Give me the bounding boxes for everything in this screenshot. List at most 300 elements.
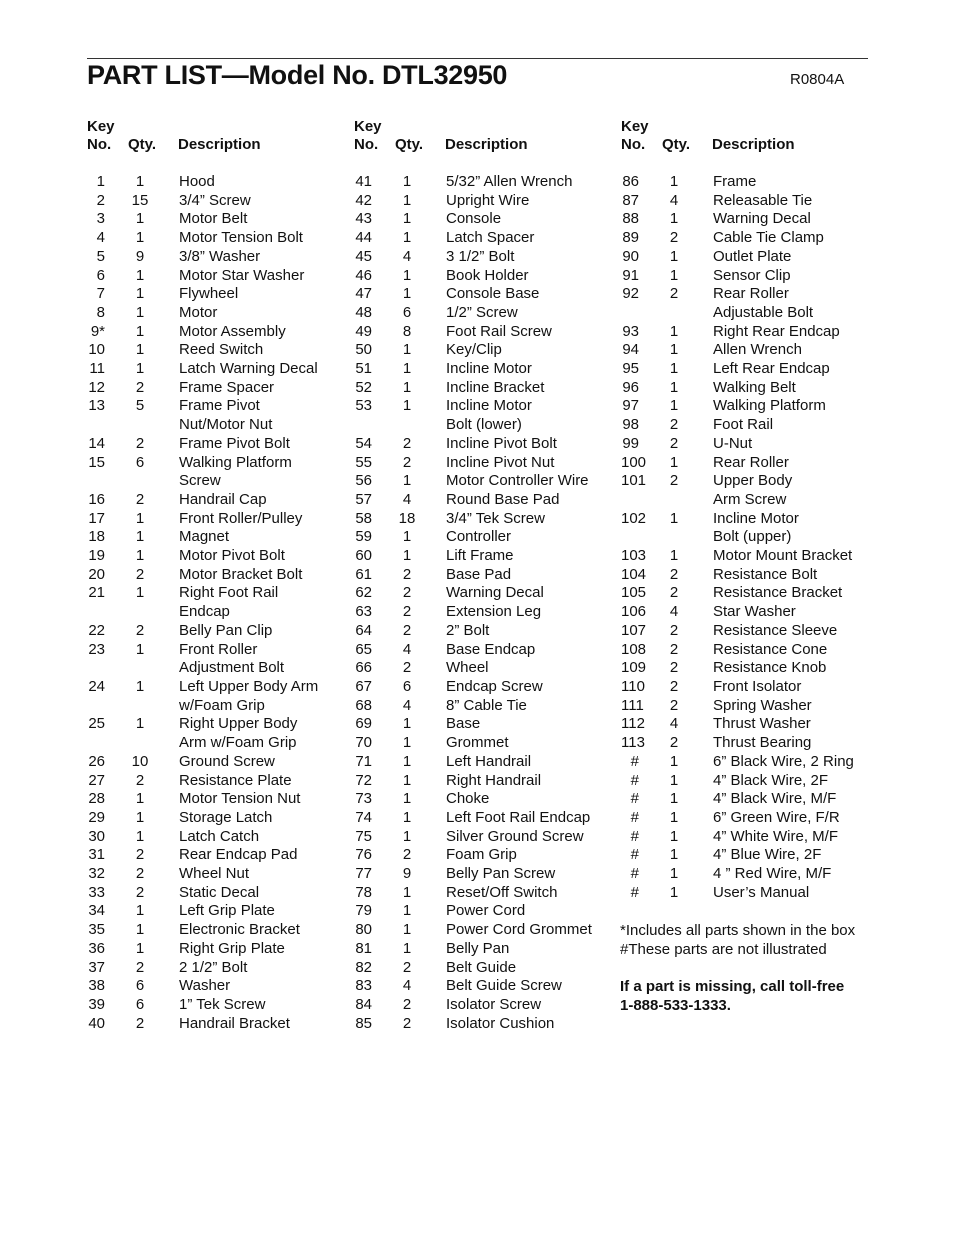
part-description: Motor Belt — [179, 210, 248, 228]
part-row — [87, 902, 349, 921]
part-description: Front Isolator — [713, 677, 802, 695]
part-qty: 2 — [402, 621, 412, 639]
part-description: Power Cord Grommet — [446, 921, 592, 939]
part-qty: 4 — [402, 696, 412, 714]
part-description: 6” Black Wire, 2 Ring — [713, 752, 854, 770]
part-row — [354, 454, 616, 473]
parts-column-2 — [354, 118, 616, 1032]
part-description: Resistance Plate — [179, 771, 292, 789]
part-qty: 1 — [135, 677, 145, 695]
parts-rows — [87, 173, 349, 1033]
part-row — [87, 678, 349, 697]
part-key: 81 — [355, 939, 372, 957]
note-includes: *Includes all parts shown in the box — [620, 922, 856, 939]
part-key: 59 — [355, 528, 372, 546]
part-row — [621, 809, 883, 828]
part-qty: 2 — [135, 621, 145, 639]
part-key: 23 — [88, 640, 105, 658]
part-row — [87, 809, 349, 828]
part-qty: 1 — [135, 285, 145, 303]
part-key: 106 — [621, 603, 647, 621]
part-row — [354, 715, 616, 734]
part-qty: 1 — [402, 883, 412, 901]
part-qty: 1 — [402, 939, 412, 957]
part-row — [87, 772, 349, 791]
part-row — [354, 229, 616, 248]
part-qty: 1 — [135, 547, 145, 565]
part-key: # — [630, 883, 639, 901]
part-description: Belt Guide Screw — [446, 977, 562, 995]
part-key: 11 — [89, 360, 105, 378]
part-qty: 2 — [402, 584, 412, 602]
part-row — [621, 472, 883, 491]
part-qty: 2 — [402, 565, 412, 583]
part-description: Arm w/Foam Grip — [179, 734, 297, 752]
part-qty: 15 — [131, 191, 149, 209]
part-description: Frame Spacer — [179, 378, 275, 396]
part-key: 4 — [96, 229, 105, 247]
part-qty: 1 — [135, 808, 145, 826]
part-row — [87, 790, 349, 809]
part-qty: 1 — [135, 528, 145, 546]
part-row-continuation — [87, 659, 349, 678]
part-qty: 1 — [135, 827, 145, 845]
part-key: 75 — [355, 827, 372, 845]
part-row — [87, 229, 349, 248]
part-description: Thrust Bearing — [713, 734, 812, 752]
part-description: Wheel Nut — [179, 865, 250, 883]
part-key: 10 — [88, 341, 105, 359]
part-row — [354, 304, 616, 323]
part-row — [621, 865, 883, 884]
part-description: Resistance Knob — [713, 659, 827, 677]
part-description: Rear Endcap Pad — [179, 846, 298, 864]
part-row — [87, 491, 349, 510]
part-key: 21 — [88, 584, 105, 602]
part-key: 51 — [355, 360, 372, 378]
document-code: R0804A — [790, 71, 845, 88]
part-qty: 1 — [402, 360, 412, 378]
part-description: Washer — [179, 977, 231, 995]
part-qty: 2 — [402, 603, 412, 621]
part-key: 56 — [355, 472, 372, 490]
part-key: 91 — [622, 266, 639, 284]
qty-header: Qty. — [395, 136, 424, 153]
part-row — [354, 884, 616, 903]
part-qty: 1 — [402, 191, 412, 209]
part-key: 15 — [88, 453, 105, 471]
part-key: 63 — [355, 603, 372, 621]
part-row — [87, 435, 349, 454]
part-key: 58 — [355, 509, 372, 527]
part-key: 83 — [355, 977, 372, 995]
part-description: Motor Pivot Bolt — [179, 547, 285, 565]
part-row — [87, 192, 349, 211]
part-qty: 1 — [402, 528, 412, 546]
part-description: Allen Wrench — [713, 341, 802, 359]
part-key: 95 — [622, 360, 639, 378]
part-key: # — [630, 827, 639, 845]
notes-block — [620, 922, 855, 1016]
part-qty: 2 — [402, 958, 412, 976]
part-description: Incline Pivot Nut — [446, 453, 555, 471]
part-key: 49 — [355, 322, 372, 340]
part-key: 103 — [621, 547, 647, 565]
part-description: Key/Clip — [446, 341, 502, 359]
part-key: 38 — [88, 977, 105, 995]
parts-rows — [354, 173, 616, 1033]
part-key: 109 — [621, 659, 647, 677]
part-description: Motor Assembly — [179, 322, 286, 340]
part-qty: 1 — [135, 322, 145, 340]
part-description: Front Roller — [179, 640, 258, 658]
part-description: Left Foot Rail Endcap — [446, 808, 591, 826]
part-key: 43 — [355, 210, 372, 228]
part-qty: 1 — [402, 397, 412, 415]
part-key: 107 — [621, 621, 647, 639]
part-qty: 1 — [402, 827, 412, 845]
part-description: Base Endcap — [446, 640, 536, 658]
part-description: Motor Tension Bolt — [179, 229, 303, 247]
part-row — [621, 659, 883, 678]
column-header — [87, 118, 349, 156]
part-row — [87, 1015, 349, 1034]
part-key: 105 — [621, 584, 647, 602]
part-row-continuation — [87, 697, 349, 716]
part-qty: 1 — [669, 865, 679, 883]
part-qty: 2 — [135, 1014, 145, 1032]
part-description: Left Grip Plate — [179, 902, 275, 920]
part-description: Motor Controller Wire — [446, 472, 589, 490]
part-description: Front Roller/Pulley — [179, 509, 303, 527]
part-key: 113 — [621, 734, 645, 752]
part-row — [87, 323, 349, 342]
part-key: 7 — [96, 285, 105, 303]
part-row — [621, 884, 883, 903]
part-qty: 1 — [135, 341, 145, 359]
part-row — [621, 416, 883, 435]
part-description: Latch Catch — [179, 827, 260, 845]
part-description: Nut/Motor Nut — [179, 416, 273, 434]
part-key: 97 — [622, 397, 639, 415]
part-qty: 2 — [135, 771, 145, 789]
part-row — [87, 846, 349, 865]
part-description: Adjustable Bolt — [713, 303, 814, 321]
part-qty: 6 — [135, 995, 145, 1013]
part-row — [354, 921, 616, 940]
column-header — [354, 118, 616, 156]
part-key: # — [630, 865, 639, 883]
part-qty: 1 — [669, 547, 679, 565]
part-row — [87, 547, 349, 566]
part-description: Star Washer — [713, 603, 796, 621]
part-row — [354, 678, 616, 697]
part-description: Latch Spacer — [446, 229, 535, 247]
part-row — [354, 622, 616, 641]
part-description: Base — [446, 715, 481, 733]
part-row — [354, 697, 616, 716]
part-row — [87, 267, 349, 286]
part-qty: 8 — [402, 322, 412, 340]
part-description: Ground Screw — [179, 752, 275, 770]
part-qty: 6 — [135, 453, 145, 471]
part-qty: 1 — [402, 378, 412, 396]
part-description: Frame Pivot Bolt — [179, 434, 290, 452]
top-rule — [87, 58, 868, 59]
part-row — [621, 285, 883, 304]
part-qty: 1 — [669, 846, 679, 864]
part-qty: 2 — [402, 453, 412, 471]
part-row — [621, 622, 883, 641]
part-qty: 1 — [669, 322, 679, 340]
key-header: Key No. — [87, 118, 115, 153]
part-row — [621, 697, 883, 716]
part-row — [87, 379, 349, 398]
part-description: 2” Bolt — [446, 621, 490, 639]
part-key: 110 — [621, 677, 645, 695]
part-qty: 1 — [402, 210, 412, 228]
part-description: Motor Star Washer — [179, 266, 305, 284]
part-qty: 1 — [402, 472, 412, 490]
part-key: 89 — [622, 229, 639, 247]
part-description: Incline Pivot Bolt — [446, 434, 557, 452]
part-qty: 2 — [669, 472, 679, 490]
part-key: 98 — [622, 416, 639, 434]
part-description: Thrust Washer — [713, 715, 811, 733]
part-key: 69 — [355, 715, 372, 733]
part-qty: 2 — [135, 846, 145, 864]
part-row — [621, 248, 883, 267]
part-qty: 2 — [135, 865, 145, 883]
part-key: 111 — [621, 696, 644, 714]
part-row — [87, 248, 349, 267]
qty-header: Qty. — [662, 136, 691, 153]
part-description: Base Pad — [446, 565, 512, 583]
part-qty: 1 — [402, 715, 412, 733]
part-qty: 6 — [402, 303, 412, 321]
part-description: Belly Pan — [446, 939, 510, 957]
part-key: 54 — [355, 434, 372, 452]
part-description: 8” Cable Tie — [446, 696, 527, 714]
part-qty: 1 — [669, 752, 679, 770]
part-description: Outlet Plate — [713, 247, 792, 265]
part-qty: 1 — [402, 173, 412, 190]
part-description: Round Base Pad — [446, 490, 560, 508]
part-qty: 1 — [402, 547, 412, 565]
part-key: 80 — [355, 921, 372, 939]
part-row — [87, 566, 349, 585]
part-qty: 1 — [135, 640, 145, 658]
part-row-continuation — [621, 528, 883, 547]
part-description: Left Handrail — [446, 752, 532, 770]
part-key: 60 — [355, 547, 372, 565]
part-row — [621, 360, 883, 379]
part-row — [621, 547, 883, 566]
part-key: 37 — [88, 958, 105, 976]
part-description: Incline Motor — [713, 509, 799, 527]
part-qty: 1 — [669, 808, 679, 826]
part-description: Right Rear Endcap — [713, 322, 840, 340]
part-description: 6” Green Wire, F/R — [713, 808, 840, 826]
part-description: Adjustment Bolt — [179, 659, 285, 677]
part-key: 85 — [355, 1014, 372, 1032]
part-row — [621, 828, 883, 847]
part-qty: 1 — [135, 790, 145, 808]
part-qty: 1 — [669, 173, 679, 190]
part-key: 62 — [355, 584, 372, 602]
part-description: Motor — [179, 303, 218, 321]
part-row — [621, 772, 883, 791]
part-row-continuation — [354, 416, 616, 435]
part-description: 5/32” Allen Wrench — [446, 173, 573, 190]
part-description: Endcap Screw — [446, 677, 543, 695]
part-key: 112 — [621, 715, 645, 733]
part-key: 90 — [622, 247, 639, 265]
part-qty: 1 — [135, 229, 145, 247]
part-key: 24 — [88, 677, 105, 695]
part-row — [354, 940, 616, 959]
part-row — [87, 210, 349, 229]
part-row — [87, 173, 349, 192]
part-key: 57 — [355, 490, 372, 508]
part-row — [354, 285, 616, 304]
part-row — [354, 753, 616, 772]
part-qty: 1 — [135, 266, 145, 284]
part-row — [621, 715, 883, 734]
part-qty: 1 — [402, 266, 412, 284]
part-qty: 1 — [135, 584, 145, 602]
part-key: 73 — [355, 790, 372, 808]
part-description: Right Foot Rail — [179, 584, 279, 602]
part-row — [87, 865, 349, 884]
part-key: 86 — [622, 173, 639, 190]
part-row — [354, 435, 616, 454]
part-row — [354, 977, 616, 996]
part-row-continuation — [87, 603, 349, 622]
part-key: 92 — [622, 285, 639, 303]
key-header: Key No. — [621, 118, 649, 153]
part-row — [87, 454, 349, 473]
part-description: 1/2” Screw — [446, 303, 518, 321]
part-description: w/Foam Grip — [179, 696, 265, 714]
part-description: Motor Bracket Bolt — [179, 565, 303, 583]
part-row — [621, 678, 883, 697]
parts-column-1 — [87, 118, 349, 1032]
part-row — [87, 528, 349, 547]
part-qty: 1 — [135, 902, 145, 920]
parts-rows — [621, 173, 883, 902]
part-description: Resistance Bolt — [713, 565, 818, 583]
part-description: Belly Pan Screw — [446, 865, 556, 883]
part-key: 20 — [88, 565, 105, 583]
part-key: 36 — [88, 939, 105, 957]
part-key: 100 — [621, 453, 647, 471]
part-key: 45 — [355, 247, 372, 265]
part-row — [354, 528, 616, 547]
part-key: # — [630, 808, 639, 826]
part-row — [621, 210, 883, 229]
part-qty: 1 — [402, 229, 412, 247]
part-row — [621, 846, 883, 865]
part-row — [621, 173, 883, 192]
part-row — [354, 846, 616, 865]
part-description: Book Holder — [446, 266, 529, 284]
part-key: 42 — [355, 191, 372, 209]
part-row-continuation — [621, 304, 883, 323]
part-key: 48 — [355, 303, 372, 321]
part-key: 32 — [88, 865, 105, 883]
part-key: 104 — [621, 565, 647, 583]
part-qty: 2 — [669, 696, 679, 714]
part-key: 46 — [355, 266, 372, 284]
part-row — [621, 566, 883, 585]
part-key: 16 — [88, 490, 105, 508]
part-description: 4” Blue Wire, 2F — [713, 846, 822, 864]
part-key: 27 — [88, 771, 105, 789]
part-qty: 1 — [135, 509, 145, 527]
part-row — [87, 341, 349, 360]
part-qty: 1 — [402, 734, 412, 752]
part-description: Isolator Cushion — [446, 1014, 555, 1032]
part-row — [621, 753, 883, 772]
part-key: 67 — [355, 677, 372, 695]
part-qty: 1 — [669, 210, 679, 228]
part-description: Releasable Tie — [713, 191, 813, 209]
part-row — [354, 491, 616, 510]
part-row — [621, 341, 883, 360]
part-row — [87, 641, 349, 660]
part-key: 61 — [355, 565, 372, 583]
note-not-illustrated: #These parts are not illustrated — [620, 940, 827, 958]
part-description: Frame — [713, 173, 757, 190]
part-description: Silver Ground Screw — [446, 827, 584, 845]
description-header: Description — [445, 136, 528, 153]
part-row — [354, 1015, 616, 1034]
part-description: Walking Platform — [179, 453, 292, 471]
part-key: 6 — [96, 266, 105, 284]
part-description: Foam Grip — [446, 846, 517, 864]
part-qty: 1 — [135, 939, 145, 957]
part-description: Incline Bracket — [446, 378, 545, 396]
part-qty: 2 — [402, 995, 412, 1013]
part-qty: 2 — [135, 565, 145, 583]
part-row — [621, 790, 883, 809]
part-description: Warning Decal — [713, 210, 811, 228]
part-description: Right Handrail — [446, 771, 542, 789]
description-header: Description — [712, 136, 795, 153]
part-key: 50 — [355, 341, 372, 359]
part-qty: 2 — [135, 378, 145, 396]
part-row — [354, 379, 616, 398]
part-description: Controller — [446, 528, 512, 546]
part-qty: 4 — [402, 490, 412, 508]
part-key: 19 — [88, 547, 105, 565]
part-row — [87, 921, 349, 940]
part-key: 8 — [96, 303, 105, 321]
part-qty: 1 — [669, 883, 679, 901]
part-description: Extension Leg — [446, 603, 542, 621]
part-description: Spring Washer — [713, 696, 812, 714]
part-key: 65 — [355, 640, 372, 658]
part-key: 52 — [355, 378, 372, 396]
part-qty: 2 — [402, 659, 412, 677]
part-key: # — [630, 771, 639, 789]
part-key: 1 — [96, 173, 105, 190]
part-row — [621, 584, 883, 603]
part-key: 28 — [88, 790, 105, 808]
part-row — [87, 285, 349, 304]
part-key: 77 — [355, 865, 372, 883]
